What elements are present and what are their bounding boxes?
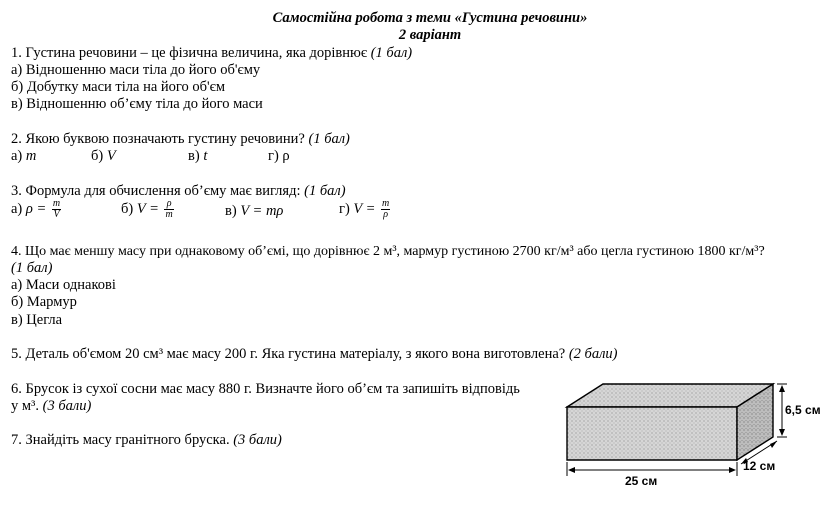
question-5-points: (2 бали) <box>568 346 618 362</box>
question-1-option-a: а) Відношенню маси тіла до його об'єму <box>11 62 261 78</box>
question-6-text: 6. Брусок із сухої сосни має масу 880 г. Визначте його об’єм та запишіть відповідь <box>11 381 520 397</box>
question-3-points: (1 бал) <box>304 183 346 199</box>
question-1-text: 1. Густина речовини – це фізична величина, яка дорівнює <box>11 45 368 61</box>
question-3 <box>11 183 346 200</box>
granite-block-figure <box>555 372 835 502</box>
fraction-m-over-rho: $\frac{m}{\rho}$ <box>382 198 390 220</box>
question-3-option-a: а) ρ = $\frac{m}{V}$ <box>11 198 61 220</box>
block-front-face <box>567 407 737 460</box>
worksheet-title: Самостійна робота з теми «Густина речовини» <box>272 10 588 26</box>
variant-label: 2 варіант <box>398 27 462 43</box>
height-label: 6,5 см <box>785 403 821 417</box>
question-7-text: 7. Знайдіть масу гранітного бруска. <box>11 432 230 448</box>
question-6-points: (3 бали) <box>42 398 92 414</box>
question-4-points: (1 бал) <box>11 260 53 276</box>
fraction-m-over-v: $\frac{m}{V}$ <box>52 198 61 220</box>
question-2-option-c: в) t <box>188 148 208 164</box>
question-4-text: 4. Що має меншу масу при однаковому об’ємі, що дорівнює 2 м³, мармур густиною 2700 кг/м³ або цегла густиною 1800 кг/м³? <box>11 244 765 259</box>
length-label: 25 см <box>625 474 658 488</box>
question-1-option-b: б) Добутку маси тіла на його об'єм <box>11 79 226 95</box>
question-4-option-c: в) Цегла <box>11 312 63 328</box>
question-2-points: (1 бал) <box>308 131 350 147</box>
question-1 <box>11 45 412 62</box>
question-6-line-2: у м³. (3 бали) <box>11 398 92 414</box>
question-2-option-b: б) V <box>91 148 116 164</box>
fraction-rho-over-m: $\frac{\rho}{m}$ <box>165 198 173 220</box>
question-4-option-b: б) Мармур <box>11 294 77 310</box>
question-2-option-a: а) m <box>11 148 37 164</box>
question-7-points: (3 бали) <box>233 432 282 448</box>
question-2-text: 2. Якою буквою позначають густину речовини? <box>11 131 305 147</box>
question-2 <box>11 131 350 148</box>
question-7 <box>11 432 282 449</box>
question-4-option-a: а) Маси однакові <box>11 277 116 293</box>
question-3-option-d: г) V = $\frac{m}{\rho}$ <box>339 198 390 220</box>
question-1-points: (1 бал) <box>370 45 413 61</box>
question-3-option-c: в) V = mρ <box>225 203 284 219</box>
depth-label: 12 см <box>743 459 776 473</box>
question-3-option-b: б) V = $\frac{\rho}{m}$ <box>121 198 173 220</box>
question-3-text: 3. Формула для обчислення об’єму має вигляд: <box>11 183 301 199</box>
question-5-text: 5. Деталь об'ємом 20 см³ має масу 200 г. Яка густина матеріалу, з якого вона виготовлена? <box>11 346 566 362</box>
question-1-option-c: в) Відношенню об’єму тіла до його маси <box>11 96 263 112</box>
question-5 <box>11 346 618 363</box>
question-2-option-d: г) ρ <box>268 148 290 164</box>
